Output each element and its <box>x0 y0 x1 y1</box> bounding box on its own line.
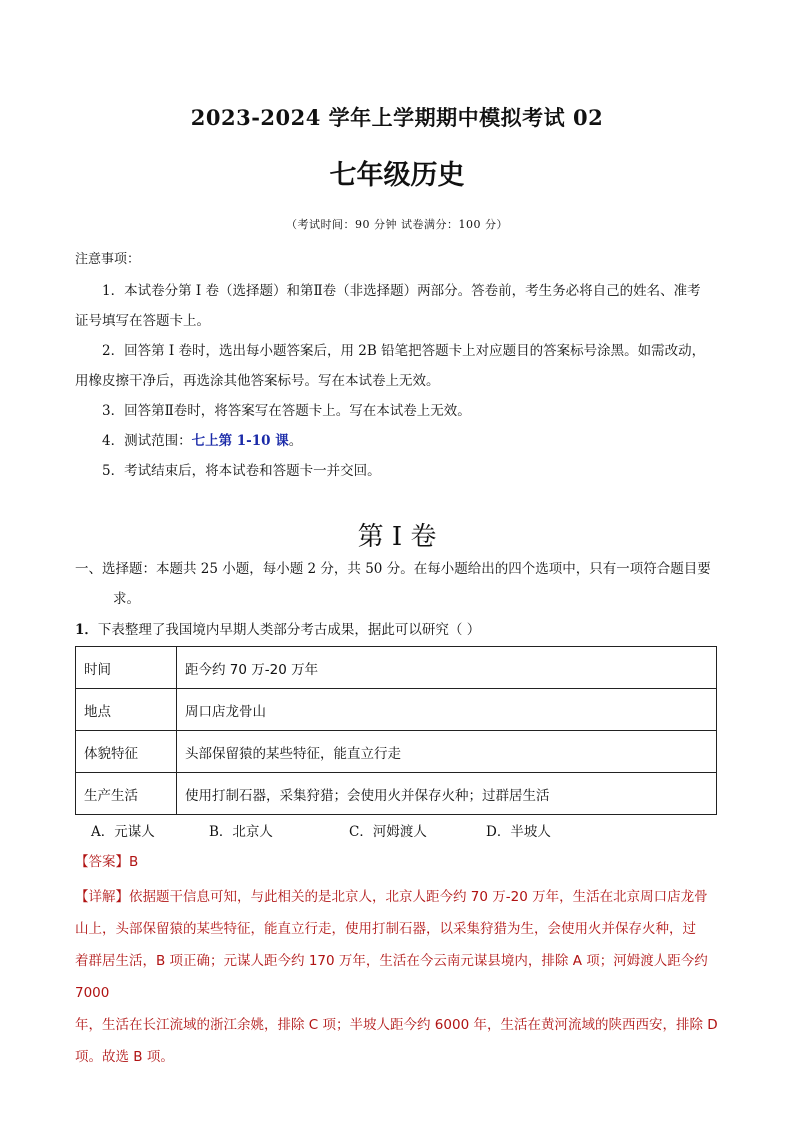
question-text: 下表整理了我国境内早期人类部分考古成果，据此可以研究（ ） <box>97 622 481 638</box>
explanation-line-1: 【详解】依据题干信息可知，与此相关的是北京人，北京人距今约 70 万-20 万年，生活在北京周口店龙骨 <box>75 889 708 905</box>
notice-heading: 注意事项： <box>75 252 141 267</box>
notice-item-3 <box>75 396 721 426</box>
instructions-line-2: 求。 <box>113 591 140 607</box>
table-key: 地点 <box>76 689 177 731</box>
instructions-line-1: 一、选择题：本题共 25 小题，每小题 2 分，共 50 分。在每小题给出的四个选项中，只有一项符合题目要 <box>75 561 711 577</box>
notice-item-5 <box>75 456 721 486</box>
notice-item-4-suffix: 。 <box>288 433 303 449</box>
table-key: 体貌特征 <box>76 731 177 773</box>
notice-item-4-prefix: 4．测试范围： <box>102 433 192 449</box>
explanation-line-5: 项。故选 B 项。 <box>75 1049 174 1065</box>
table-row <box>76 773 717 815</box>
notice-item-1 <box>75 276 721 306</box>
notice-item-2 <box>75 336 721 366</box>
table-value: 头部保留猿的某些特征，能直立行走 <box>177 731 717 773</box>
table-row <box>76 689 717 731</box>
option-c: C．河姆渡人 <box>349 824 427 840</box>
option-d: D．半坡人 <box>486 824 551 840</box>
notice-item-4 <box>75 426 721 456</box>
exam-title: 2023-2024 学年上学期期中模拟考试 02 <box>190 105 604 130</box>
question-stem <box>75 618 480 638</box>
table-value: 距今约 70 万-20 万年 <box>177 647 717 689</box>
notice-item-1-line-1: 1．本试卷分第 I 卷（选择题）和第Ⅱ卷（非选择题）两部分。答卷前，考生务必将自己的姓名、准考 <box>102 283 701 299</box>
explanation-line-4: 年，生活在长江流域的浙江余姚，排除 C 项；半坡人距今约 6000 年，生活在黄河流域的陕西西安，排除 D <box>75 1017 718 1033</box>
section-title: 第 I 卷 <box>357 522 437 552</box>
answer-label: 【答案】B <box>75 854 139 870</box>
table-value: 使用打制石器，采集狩猎；会使用火并保存火种；过群居生活 <box>177 773 717 815</box>
explanation-line-3: 着群居生活，B 项正确；元谋人距今约 170 万年，生活在今云南元谋县境内，排除 A 项；河姆渡人距今约 7000 <box>75 953 708 1001</box>
notice-item-2-line-2: 用橡皮擦干净后，再选涂其他答案标号。写在本试卷上无效。 <box>75 373 440 389</box>
explanation-line-2: 山上，头部保留猿的某些特征，能直立行走，使用打制石器，以采集狩猎为生，会使用火并保存火种，过 <box>75 921 696 937</box>
notice-item-2-cont <box>75 366 721 396</box>
notice-item-1-cont <box>75 306 721 336</box>
notice-list <box>75 276 721 486</box>
table-row <box>76 731 717 773</box>
answer-explanation <box>75 881 725 1073</box>
table-key: 时间 <box>76 647 177 689</box>
notice-item-2-line-1: 2．回答第 I 卷时，选出每小题答案后，用 2B 铅笔把答题卡上对应题目的答案标号涂黑。如需改动， <box>102 343 706 359</box>
notice-item-1-line-2: 证号填写在答题卡上。 <box>75 313 210 329</box>
exam-info: （考试时间：90 分钟 试卷满分：100 分） <box>286 218 508 231</box>
option-b: B．北京人 <box>209 824 273 840</box>
test-scope: 七上第 1-10 课 <box>191 433 289 449</box>
option-a: A．元谋人 <box>91 824 155 840</box>
subject-title: 七年级历史 <box>329 160 465 191</box>
section-instructions <box>75 554 725 614</box>
archaeology-table <box>75 646 717 815</box>
table-key: 生产生活 <box>76 773 177 815</box>
table-row <box>76 647 717 689</box>
notice-item-3-text: 3．回答第Ⅱ卷时，将答案写在答题卡上。写在本试卷上无效。 <box>102 403 471 419</box>
table-value: 周口店龙骨山 <box>177 689 717 731</box>
notice-item-5-text: 5．考试结束后，将本试卷和答题卡一并交回。 <box>102 463 381 479</box>
question-number: 1． <box>75 622 98 638</box>
